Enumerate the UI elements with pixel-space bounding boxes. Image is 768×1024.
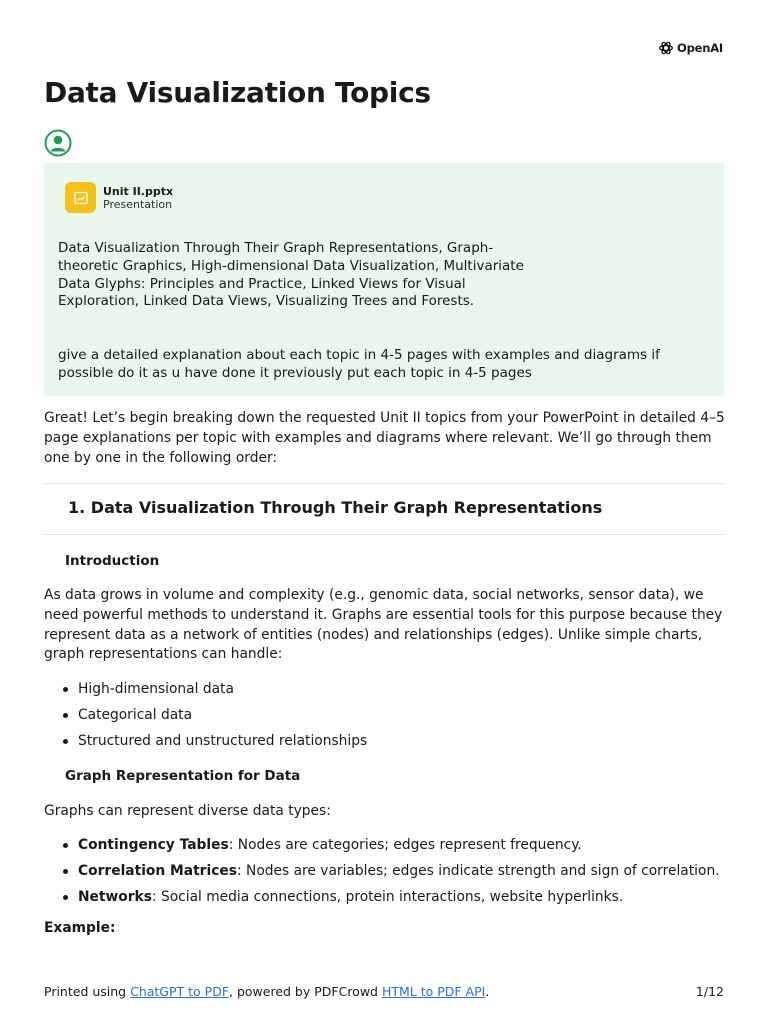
footer-text: , powered by PDFCrowd bbox=[229, 984, 382, 999]
handle-list bbox=[44, 679, 367, 757]
introduction-text: As data grows in volume and complexity (e.g., genomic data, social networks, sensor data), we need powerful methods to understand it. Graphs are essential tools for this purpose because they represent data as a network of entities (nodes) and relationships (edges). Unlike simple charts, graph representations can handle: bbox=[44, 587, 723, 663]
list-item-term: Correlation Matrices bbox=[78, 863, 237, 879]
section-heading: 1. Data Visualization Through Their Graph Representations bbox=[68, 498, 603, 517]
footer-text: . bbox=[485, 984, 490, 999]
attachment-chip[interactable] bbox=[65, 182, 173, 213]
user-message-text: Data Visualization Through Their Graph Representations, Graph-theoretic Graphics, High-dimensional Data Visualization, Multivariate Data Glyphs: Principles and Practice, Linked Views for Visual Exploration, Linked Data Views, Visualizing Trees and Forests. bbox=[58, 240, 524, 310]
chatgpt-to-pdf-link[interactable]: ChatGPT to PDF bbox=[130, 984, 230, 999]
response-intro: Great! Let’s begin breaking down the requested Unit II topics from your PowerPoint in detailed 4–5 page explanations per topic with examples and diagrams where relevant. We’ll go through them one by one in the following order: bbox=[44, 410, 725, 466]
attachment-type: Presentation bbox=[103, 197, 173, 211]
list-item: High-dimensional data bbox=[44, 679, 367, 705]
openai-logo bbox=[658, 40, 723, 56]
user-avatar-icon bbox=[44, 129, 72, 157]
list-item: Structured and unstructured relationships bbox=[44, 731, 367, 757]
list-item-term: Contingency Tables bbox=[78, 837, 229, 853]
logo-text: OpenAI bbox=[677, 41, 723, 55]
divider bbox=[44, 483, 724, 484]
introduction-heading: Introduction bbox=[65, 553, 160, 569]
divider bbox=[44, 534, 724, 535]
footer-credit bbox=[44, 984, 489, 999]
list-item-desc: : Nodes are variables; edges indicate strength and sign of correlation. bbox=[236, 863, 720, 879]
footer bbox=[44, 984, 724, 999]
list-item bbox=[44, 835, 720, 861]
page-title: Data Visualization Topics bbox=[44, 76, 431, 109]
user-message bbox=[44, 163, 724, 396]
list-item-desc: : Social media connections, protein interactions, website hyperlinks. bbox=[151, 889, 624, 905]
list-item: Categorical data bbox=[44, 705, 367, 731]
html-to-pdf-api-link[interactable]: HTML to PDF API bbox=[381, 984, 486, 999]
example-label: Example: bbox=[44, 920, 116, 936]
user-message-request: give a detailed explanation about each topic in 4-5 pages with examples and diagrams if possible do it as u have done it previously put each topic in 4-5 pages bbox=[58, 347, 660, 381]
graph-representation-text: Graphs can represent diverse data types: bbox=[44, 803, 331, 819]
list-item bbox=[44, 887, 720, 913]
page-number: 1/12 bbox=[695, 984, 724, 999]
data-types-list bbox=[44, 835, 720, 913]
list-item-term: Networks bbox=[78, 889, 152, 905]
list-item-desc: : Nodes are categories; edges represent frequency. bbox=[228, 837, 582, 853]
graph-representation-heading: Graph Representation for Data bbox=[65, 768, 301, 784]
openai-icon bbox=[658, 40, 674, 56]
list-item bbox=[44, 861, 720, 887]
footer-text: Printed using bbox=[44, 984, 131, 999]
presentation-file-icon bbox=[65, 182, 96, 213]
attachment-name: Unit II.pptx bbox=[103, 184, 174, 198]
